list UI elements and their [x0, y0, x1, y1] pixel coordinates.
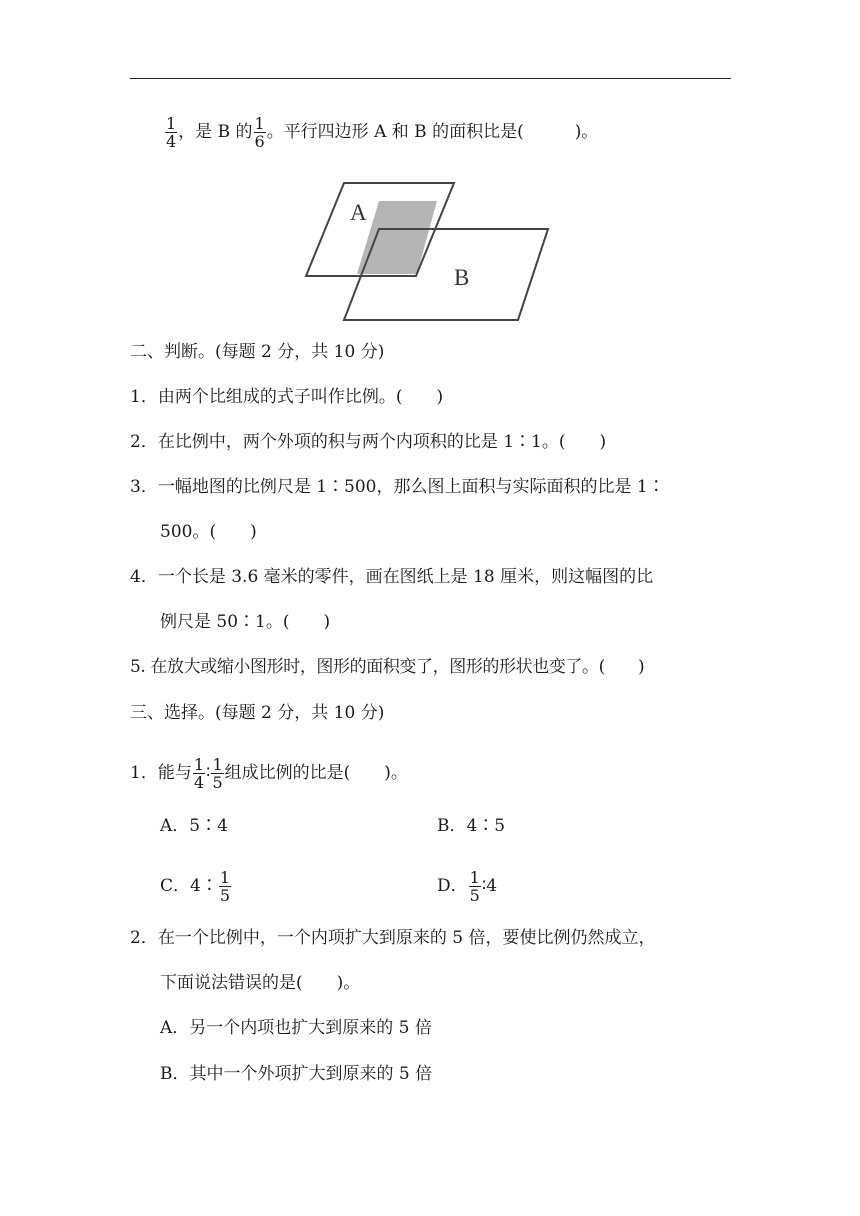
fraction-denominator: 5: [469, 886, 480, 905]
option-d-suffix: ∶4: [481, 876, 498, 896]
option-d-prefix: D．: [437, 876, 468, 896]
fraction-one-fifth: [219, 869, 231, 904]
choice-q2-line2: 下面说法错误的是( )。: [160, 973, 361, 993]
fraction-denominator: 4: [166, 132, 177, 151]
section2-heading: 二、判断。(每题 2 分，共 10 分): [130, 342, 385, 362]
fraction-numerator: 1: [254, 114, 265, 133]
judge-item-4: 4．一个长是 3.6 毫米的零件，画在图纸上是 18 厘米，则这幅图的比: [130, 567, 654, 587]
q1-suffix: 组成比例的比是( )。: [224, 763, 408, 783]
judge-item-3: 3．一幅地图的比例尺是 1∶500，那么图上面积与实际面积的比是 1∶: [130, 477, 665, 497]
intro-text-1: ，是 B 的: [178, 122, 253, 142]
choice-q1: [130, 756, 408, 791]
fraction-numerator: 1: [166, 114, 177, 133]
fraction-numerator: 1: [469, 868, 480, 887]
fraction-one-fifth: [211, 756, 223, 791]
q2-option-a[interactable]: A．另一个内项也扩大到原来的 5 倍: [160, 1018, 432, 1038]
q1-prefix: 1．能与: [130, 763, 192, 783]
overlap-shaded-region: [357, 201, 437, 274]
q1-option-b[interactable]: B．4∶5: [437, 816, 506, 836]
intro-text-2: 。平行四边形 A 和 B 的面积比是( )。: [266, 122, 599, 142]
judge-item-4-cont: 例尺是 50∶1。( ): [160, 612, 331, 632]
label-a: A: [350, 200, 367, 225]
parallelogram-b: [344, 229, 548, 320]
q1-option-a[interactable]: A．5∶4: [160, 816, 228, 836]
label-b: B: [454, 265, 470, 290]
parallelogram-figure: [300, 178, 552, 326]
judge-item-2: 2．在比例中，两个外项的积与两个内项积的比是 1∶1。( ): [130, 432, 607, 452]
fraction-one-quarter: [193, 756, 205, 791]
judge-item-1: 1．由两个比组成的式子叫作比例。( ): [130, 387, 444, 407]
fraction-denominator: 5: [219, 886, 231, 905]
judge-item-3-cont: 500。( ): [160, 522, 257, 542]
q1-option-d[interactable]: [437, 869, 497, 904]
choice-q2-line1: 2．在一个比例中，一个内项扩大到原来的 5 倍，要使比例仍然成立，: [130, 928, 656, 948]
fraction-denominator: 5: [212, 773, 223, 792]
section3-heading: 三、选择。(每题 2 分，共 10 分): [130, 703, 385, 723]
q1-colon: ∶: [206, 763, 211, 783]
problem-intro: [164, 115, 598, 150]
fraction-one-quarter: [165, 115, 177, 150]
option-c-prefix: C．4∶: [160, 876, 218, 896]
fraction-denominator: 6: [254, 132, 265, 151]
judge-item-5: 5. 在放大或缩小图形时，图形的面积变了，图形的形状也变了。( ): [130, 657, 645, 677]
fraction-denominator: 4: [193, 773, 205, 792]
fraction-numerator: 1: [219, 868, 231, 887]
fraction-one-sixth: [254, 115, 266, 150]
q2-option-b[interactable]: B．其中一个外项扩大到原来的 5 倍: [160, 1064, 433, 1084]
q1-option-c[interactable]: [160, 869, 232, 904]
fraction-numerator: 1: [212, 755, 223, 774]
header-rule: [130, 78, 731, 79]
fraction-numerator: 1: [193, 755, 205, 774]
fraction-one-fifth: [469, 869, 481, 904]
